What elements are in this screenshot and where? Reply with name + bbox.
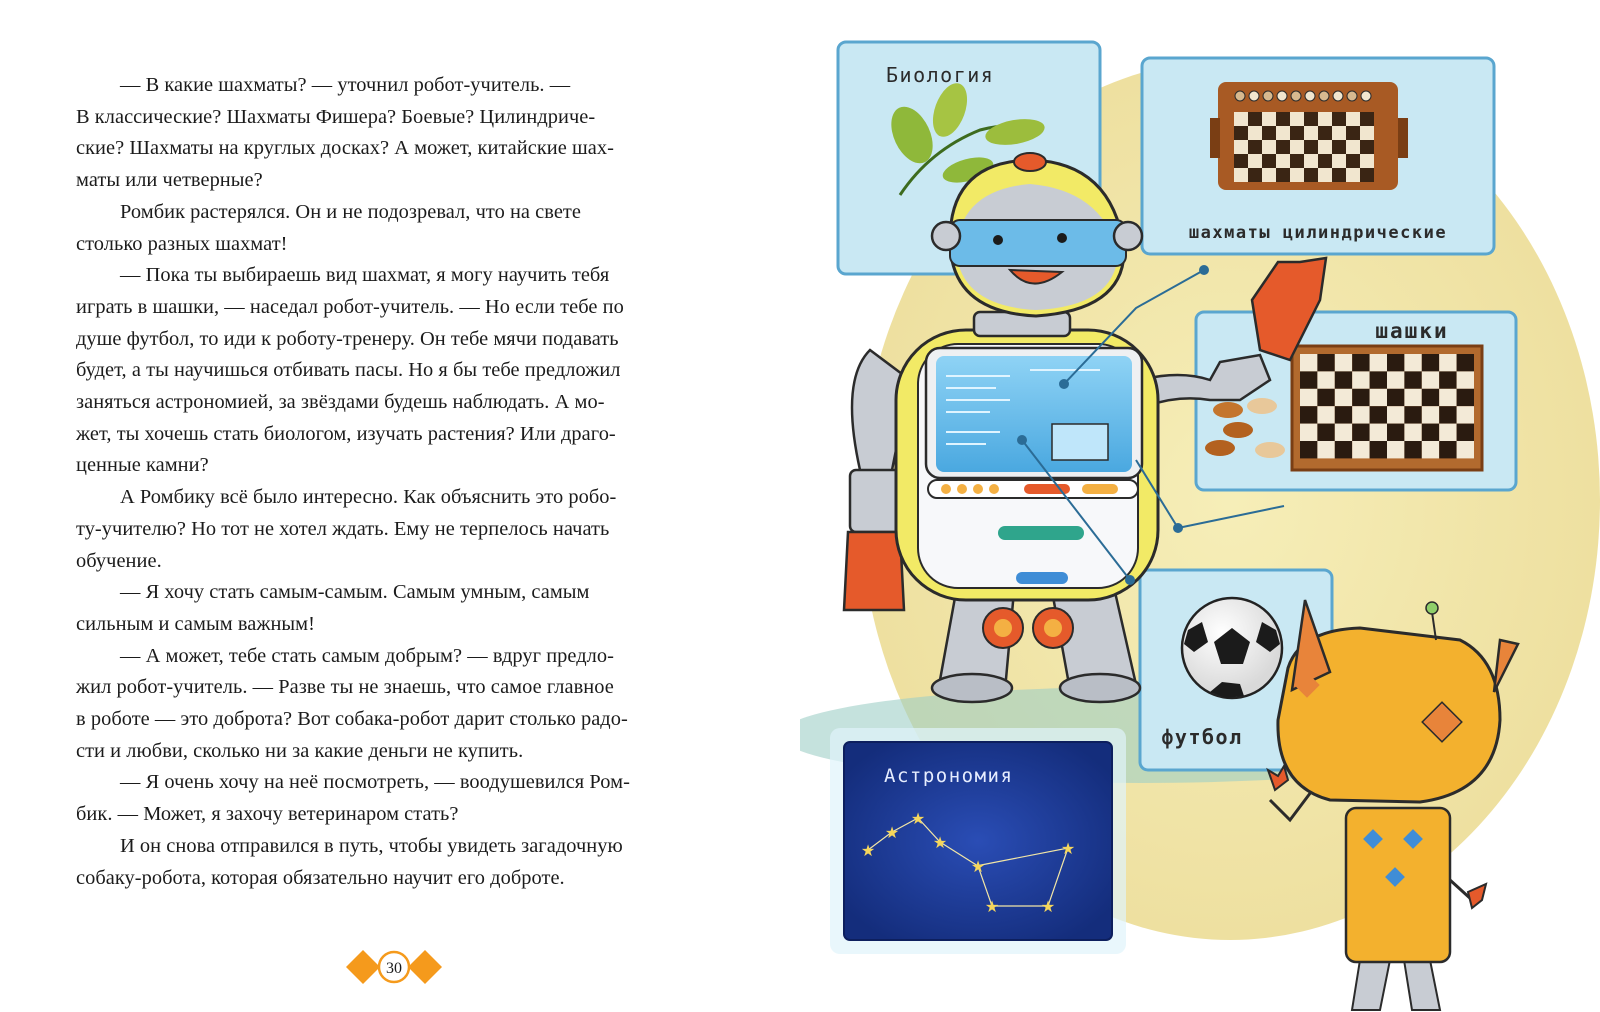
text-line: — А может, тебе стать самым добрым? — вдруг предло- bbox=[120, 644, 614, 667]
board-square bbox=[1422, 354, 1439, 371]
chess-piece bbox=[1249, 91, 1259, 101]
svg-text:★: ★ bbox=[884, 823, 900, 842]
board-square bbox=[1276, 154, 1290, 168]
text-line: сильным и самым важным! bbox=[76, 612, 315, 635]
svg-text:★: ★ bbox=[970, 857, 986, 876]
chess-panel bbox=[1142, 58, 1494, 254]
text-line: — Я очень хочу на неё посмотреть, — воодушевился Ром- bbox=[120, 771, 630, 794]
board-square bbox=[1290, 126, 1304, 140]
board-square bbox=[1457, 389, 1474, 406]
svg-text:★: ★ bbox=[910, 809, 926, 828]
board-square bbox=[1346, 168, 1360, 182]
board-square bbox=[1234, 140, 1248, 154]
board-square bbox=[1248, 168, 1262, 182]
board-square bbox=[1422, 389, 1439, 406]
page-number-badge bbox=[346, 950, 442, 984]
astronomy-label: Астрономия bbox=[884, 765, 1014, 787]
board-square bbox=[1457, 354, 1474, 371]
board-square bbox=[1318, 154, 1332, 168]
chess-piece bbox=[1277, 91, 1287, 101]
text-line: играть в шашки, — наседал робот-учитель. — Но если тебе по bbox=[76, 295, 624, 318]
text-page bbox=[0, 0, 780, 1012]
board-square bbox=[1422, 441, 1439, 458]
page-number: 30 bbox=[386, 960, 402, 977]
board-square bbox=[1317, 354, 1334, 371]
board-square bbox=[1360, 168, 1374, 182]
board-square bbox=[1300, 371, 1317, 388]
checkers-board-squares bbox=[1300, 354, 1474, 458]
board-square bbox=[1387, 371, 1404, 388]
text-line: ту-учителю? Но тот не хотел ждать. Ему не терпелось начать bbox=[76, 517, 610, 540]
board-square bbox=[1304, 168, 1318, 182]
board-square bbox=[1332, 112, 1346, 126]
board-square bbox=[1332, 126, 1346, 140]
board-square bbox=[1234, 126, 1248, 140]
board-square bbox=[1262, 154, 1276, 168]
board-square bbox=[1262, 112, 1276, 126]
text-line: душе футбол, то иди к роботу-тренеру. Он тебе мячи подавать bbox=[76, 327, 619, 350]
board-square bbox=[1234, 154, 1248, 168]
board-square bbox=[1404, 354, 1421, 371]
text-line: И он снова отправился в путь, чтобы увидеть загадочную bbox=[120, 834, 623, 857]
text-line: маты или четверные? bbox=[76, 169, 263, 192]
board-square bbox=[1234, 112, 1248, 126]
board-square bbox=[1335, 389, 1352, 406]
board-square bbox=[1300, 406, 1317, 423]
board-square bbox=[1457, 424, 1474, 441]
board-square bbox=[1300, 389, 1317, 406]
board-square bbox=[1332, 154, 1346, 168]
svg-text:★: ★ bbox=[1060, 839, 1076, 858]
board-square bbox=[1318, 126, 1332, 140]
text-line: ские? Шахматы на круглых досках? А может, китайские шах- bbox=[76, 137, 614, 160]
chess-piece bbox=[1235, 91, 1245, 101]
board-square bbox=[1300, 424, 1317, 441]
svg-text:★: ★ bbox=[860, 841, 876, 860]
board-square bbox=[1317, 406, 1334, 423]
board-square bbox=[1276, 140, 1290, 154]
board-square bbox=[1439, 424, 1456, 441]
cylindrical-chess-icon bbox=[1210, 82, 1408, 190]
board-square bbox=[1439, 441, 1456, 458]
board-square bbox=[1290, 112, 1304, 126]
board-square bbox=[1262, 126, 1276, 140]
checkers-panel bbox=[1196, 312, 1516, 490]
board-square bbox=[1360, 154, 1374, 168]
board-square bbox=[1262, 140, 1276, 154]
board-square bbox=[1335, 371, 1352, 388]
checkers-board-icon bbox=[1292, 346, 1482, 470]
board-square bbox=[1387, 424, 1404, 441]
soccer-ball-icon bbox=[1182, 598, 1282, 698]
chess-piece bbox=[1263, 91, 1273, 101]
story-text bbox=[76, 70, 726, 894]
text-line: В классические? Шахматы Фишера? Боевые? Цилиндриче- bbox=[76, 105, 596, 128]
illustration bbox=[800, 0, 1600, 1012]
chess-piece bbox=[1305, 91, 1315, 101]
text-line: будет, а ты научишься отбивать пасы. Но я бы тебе предложил bbox=[76, 359, 621, 382]
board-square bbox=[1346, 154, 1360, 168]
board-square bbox=[1352, 371, 1369, 388]
board-square bbox=[1300, 354, 1317, 371]
board-square bbox=[1317, 441, 1334, 458]
board-square bbox=[1318, 140, 1332, 154]
board-square bbox=[1290, 140, 1304, 154]
board-square bbox=[1387, 389, 1404, 406]
text-line: в роботе — это доброта? Вот собака-робот дарит столько радо- bbox=[76, 708, 628, 731]
board-square bbox=[1387, 406, 1404, 423]
chess-label: шахматы цилиндрические bbox=[1188, 223, 1448, 243]
board-square bbox=[1300, 441, 1317, 458]
board-square bbox=[1404, 424, 1421, 441]
board-square bbox=[1387, 441, 1404, 458]
board-square bbox=[1335, 441, 1352, 458]
board-square bbox=[1352, 406, 1369, 423]
board-square bbox=[1439, 354, 1456, 371]
chess-piece bbox=[1333, 91, 1343, 101]
text-line: ценные камни? bbox=[76, 454, 209, 477]
board-square bbox=[1317, 389, 1334, 406]
astronomy-panel bbox=[830, 728, 1126, 954]
text-line: Ромбик растерялся. Он и не подозревал, что на свете bbox=[120, 200, 581, 223]
biology-label: Биология bbox=[886, 63, 995, 87]
board-square bbox=[1262, 168, 1276, 182]
board-square bbox=[1234, 168, 1248, 182]
board-square bbox=[1346, 140, 1360, 154]
board-square bbox=[1404, 371, 1421, 388]
board-square bbox=[1457, 371, 1474, 388]
svg-text:★: ★ bbox=[932, 833, 948, 852]
board-square bbox=[1370, 389, 1387, 406]
board-square bbox=[1360, 140, 1374, 154]
board-square bbox=[1370, 424, 1387, 441]
text-line: — В какие шахматы? — уточнил робот-учитель. — bbox=[120, 74, 571, 96]
text-line: бик. — Может, я захочу ветеринаром стать? bbox=[76, 803, 459, 826]
chess-piece bbox=[1361, 91, 1371, 101]
chess-piece bbox=[1291, 91, 1301, 101]
checkers-label: шашки bbox=[1375, 319, 1449, 343]
chess-board-squares bbox=[1234, 112, 1374, 182]
board-square bbox=[1332, 168, 1346, 182]
board-square bbox=[1360, 126, 1374, 140]
board-square bbox=[1439, 406, 1456, 423]
text-line: — Я хочу стать самым-самым. Самым умным, самым bbox=[120, 581, 590, 604]
board-square bbox=[1370, 441, 1387, 458]
board-square bbox=[1439, 371, 1456, 388]
text-line: А Ромбику всё было интересно. Как объяснить это робо- bbox=[120, 486, 617, 509]
text-line: обучение. bbox=[76, 549, 162, 572]
board-square bbox=[1370, 406, 1387, 423]
board-square bbox=[1370, 354, 1387, 371]
board-square bbox=[1335, 424, 1352, 441]
board-square bbox=[1248, 112, 1262, 126]
board-square bbox=[1304, 140, 1318, 154]
right-diamond-icon bbox=[408, 950, 442, 984]
board-square bbox=[1404, 406, 1421, 423]
text-line: жил робот-учитель. — Разве ты не знаешь, что самое главное bbox=[76, 676, 614, 699]
left-diamond-icon bbox=[346, 950, 380, 984]
text-line: заняться астрономией, за звёздами будешь наблюдать. А мо- bbox=[76, 391, 605, 414]
board-square bbox=[1457, 406, 1474, 423]
board-square bbox=[1304, 112, 1318, 126]
board-square bbox=[1276, 112, 1290, 126]
chess-piece bbox=[1347, 91, 1357, 101]
board-square bbox=[1346, 126, 1360, 140]
board-square bbox=[1317, 371, 1334, 388]
board-square bbox=[1422, 424, 1439, 441]
board-square bbox=[1387, 354, 1404, 371]
board-square bbox=[1335, 354, 1352, 371]
board-square bbox=[1332, 140, 1346, 154]
board-square bbox=[1318, 112, 1332, 126]
board-square bbox=[1248, 154, 1262, 168]
board-square bbox=[1360, 112, 1374, 126]
board-square bbox=[1248, 140, 1262, 154]
board-square bbox=[1290, 154, 1304, 168]
board-square bbox=[1276, 126, 1290, 140]
text-line: сти и любви, сколько ни за какие деньги не купить. bbox=[76, 739, 524, 762]
board-square bbox=[1352, 354, 1369, 371]
board-square bbox=[1422, 371, 1439, 388]
board-square bbox=[1346, 112, 1360, 126]
board-square bbox=[1352, 389, 1369, 406]
svg-text:★: ★ bbox=[1040, 897, 1056, 916]
text-line: столько разных шахмат! bbox=[76, 232, 288, 255]
board-square bbox=[1276, 168, 1290, 182]
football-label: футбол bbox=[1161, 725, 1243, 749]
board-square bbox=[1335, 406, 1352, 423]
board-square bbox=[1422, 406, 1439, 423]
board-square bbox=[1290, 168, 1304, 182]
board-square bbox=[1318, 168, 1332, 182]
board-square bbox=[1317, 424, 1334, 441]
board-square bbox=[1404, 441, 1421, 458]
board-square bbox=[1352, 424, 1369, 441]
text-line: — Пока ты выбираешь вид шахмат, я могу научить тебя bbox=[120, 264, 610, 287]
board-square bbox=[1370, 371, 1387, 388]
board-square bbox=[1304, 126, 1318, 140]
board-square bbox=[1304, 154, 1318, 168]
board-square bbox=[1352, 441, 1369, 458]
svg-text:★: ★ bbox=[984, 897, 1000, 916]
text-line: собаку-робота, которая обязательно научит его доброте. bbox=[76, 866, 565, 889]
text-line: жет, ты хочешь стать биологом, изучать растения? Или драго- bbox=[76, 422, 616, 445]
board-square bbox=[1457, 441, 1474, 458]
chess-piece bbox=[1319, 91, 1329, 101]
board-square bbox=[1439, 389, 1456, 406]
board-square bbox=[1248, 126, 1262, 140]
board-square bbox=[1404, 389, 1421, 406]
